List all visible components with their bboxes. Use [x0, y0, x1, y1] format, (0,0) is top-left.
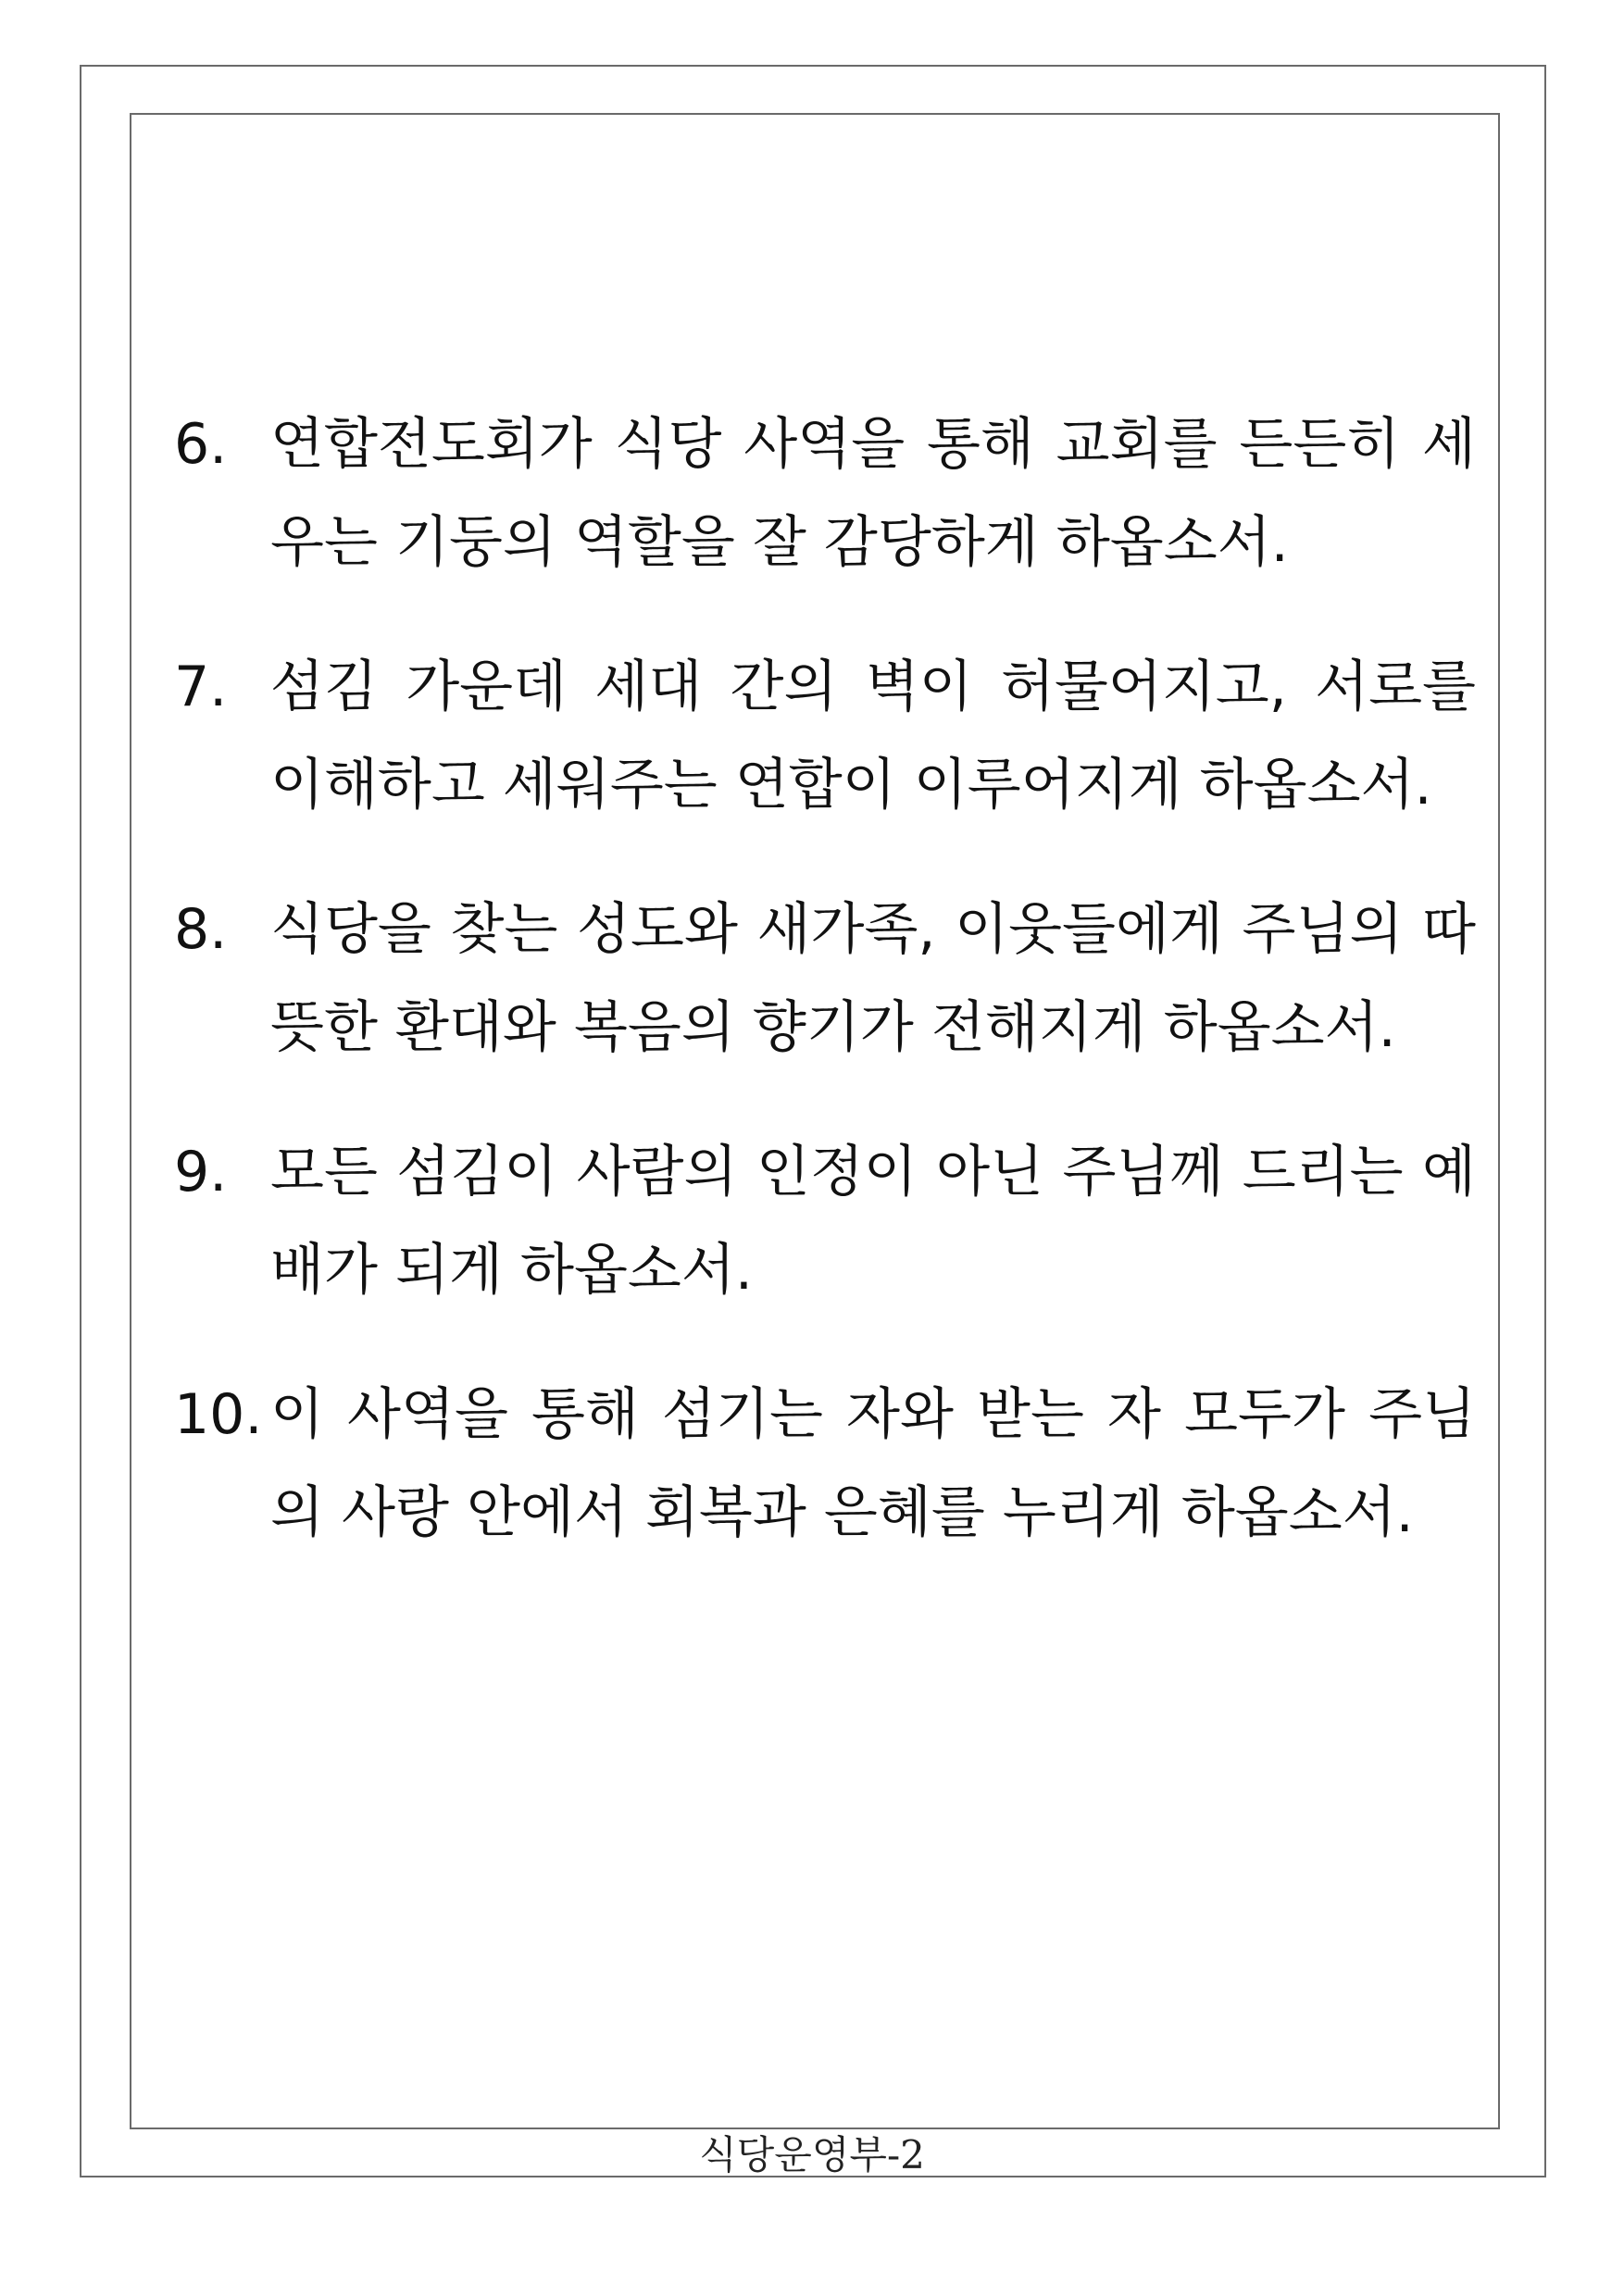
prayer-number: 6.: [174, 412, 228, 477]
prayer-item-8: [174, 880, 1476, 1077]
prayer-item-7: [174, 638, 1476, 834]
prayer-item-10: [174, 1366, 1476, 1562]
prayer-text: 식당을 찾는 성도와 새가족, 이웃들에게 주님의 따뜻한 환대와 복음의 향기가 전해지게 하옵소서.: [270, 897, 1476, 1060]
prayer-text: 이 사역을 통해 섬기는 자와 받는 자 모두가 주님의 사랑 안에서 회복과 은혜를 누리게 하옵소서.: [270, 1382, 1476, 1545]
prayer-number: 9.: [174, 1140, 228, 1204]
prayer-text: 연합전도회가 식당 사역을 통해 교회를 든든히 세우는 기둥의 역할을 잘 감당하게 하옵소서.: [270, 412, 1476, 575]
prayer-number: 7.: [174, 655, 228, 719]
prayer-item-9: [174, 1123, 1476, 1319]
prayer-number: 8.: [174, 897, 228, 962]
prayer-list: [174, 395, 1476, 1608]
prayer-number: 10.: [174, 1382, 263, 1447]
prayer-item-6: [174, 395, 1476, 592]
prayer-text: 섬김 가운데 세대 간의 벽이 허물어지고, 서로를 이해하고 세워주는 연합이 이루어지게 하옵소서.: [270, 655, 1476, 817]
prayer-text: 모든 섬김이 사람의 인정이 아닌 주님께 드리는 예배가 되게 하옵소서.: [270, 1140, 1476, 1303]
page-footer-label: 식당운영부-2: [699, 2132, 925, 2177]
